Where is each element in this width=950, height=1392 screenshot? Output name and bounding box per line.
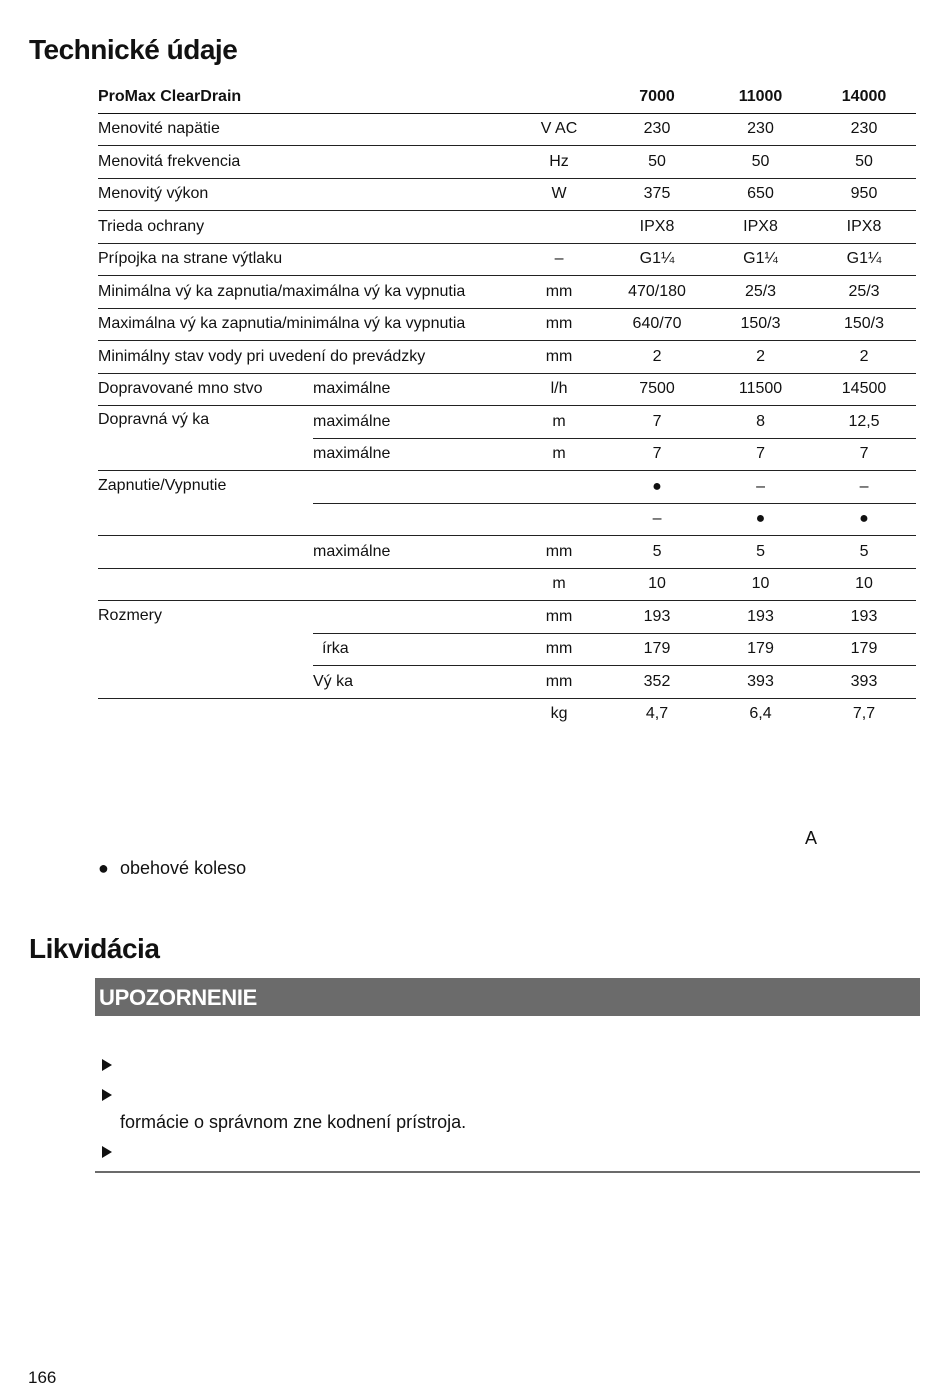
row-sublabel: maximálne — [313, 406, 513, 439]
row-value: 5 — [709, 536, 812, 569]
table-row — [98, 406, 916, 439]
arrow-right-icon — [102, 1059, 112, 1071]
row-value: ● — [709, 503, 812, 536]
row-sublabel: maximálne — [313, 373, 513, 406]
row-value: 7 — [605, 406, 709, 439]
row-value: 6,4 — [749, 705, 772, 723]
table-row — [98, 471, 916, 504]
row-unit: mm — [513, 276, 605, 309]
row-sublabel: maximálne — [313, 536, 513, 569]
row-value: 179 — [709, 633, 812, 666]
row-value: 5 — [812, 536, 916, 569]
table-row — [98, 373, 916, 406]
row-value: IPX8 — [812, 211, 916, 244]
row-unit: m — [513, 406, 605, 439]
row-unit: Hz — [513, 146, 605, 179]
row-label: Rozmery — [98, 601, 313, 699]
row-value: 25/3 — [812, 276, 916, 309]
row-label: Zapnutie/Vypnutie — [98, 471, 313, 536]
row-value: IPX8 — [605, 211, 709, 244]
row-label — [98, 568, 313, 601]
row-value: 7 — [605, 438, 709, 471]
row-sublabel — [313, 601, 513, 634]
row-value: 2 — [605, 341, 709, 374]
row-value: 7 — [709, 438, 812, 471]
row-value: G1¼ — [812, 243, 916, 276]
row-value: 7500 — [605, 373, 709, 406]
row-value: 150/3 — [709, 308, 812, 341]
table-row — [98, 341, 916, 374]
row-value: 393 — [812, 666, 916, 699]
figure-marker: A — [805, 828, 818, 848]
row-unit: mm — [513, 308, 605, 341]
row-value: 375 — [605, 178, 709, 211]
row-unit: m — [513, 568, 605, 601]
row-unit: m — [513, 438, 605, 471]
table-row — [98, 601, 916, 634]
row-value: 10 — [605, 568, 709, 601]
row-value: ● — [812, 503, 916, 536]
table-row — [98, 308, 916, 341]
row-sublabel — [313, 503, 513, 536]
divider — [95, 1171, 920, 1173]
row-value: – — [812, 471, 916, 504]
row-value: 50 — [812, 146, 916, 179]
row-sublabel — [313, 568, 513, 601]
row-unit: mm — [513, 341, 605, 374]
bullet-icon: ● — [98, 858, 109, 878]
model-header: 7000 — [605, 81, 709, 113]
row-label: Trieda ochrany — [98, 211, 513, 244]
row-value: 650 — [709, 178, 812, 211]
page-number: 166 — [28, 1368, 57, 1387]
table-row — [98, 536, 916, 569]
row-value: 50 — [605, 146, 709, 179]
row-value: 179 — [812, 633, 916, 666]
row-value: 150/3 — [812, 308, 916, 341]
page-title: Technické údaje — [29, 34, 238, 65]
arrow-right-icon — [102, 1089, 112, 1101]
row-unit: mm — [513, 536, 605, 569]
row-label: Minimálna vý ka zapnutia/maximálna vý ka vypnutia — [98, 276, 513, 309]
row-value: G1¼ — [605, 243, 709, 276]
warning-banner — [95, 978, 920, 1016]
table-row — [98, 146, 916, 179]
row-value: 193 — [605, 601, 709, 634]
row-label: Dopravované mno stvo — [98, 373, 313, 406]
row-value: 352 — [605, 666, 709, 699]
row-value: 11500 — [709, 373, 812, 406]
model-header: 11000 — [709, 81, 812, 113]
row-unit: mm — [513, 666, 605, 699]
row-value: 950 — [812, 178, 916, 211]
table-row — [98, 211, 916, 244]
table-row — [98, 113, 916, 146]
row-value: 10 — [709, 568, 812, 601]
row-sublabel: Vý ka — [313, 666, 513, 699]
row-value: 10 — [812, 568, 916, 601]
row-unit: mm — [513, 633, 605, 666]
list-item — [98, 858, 246, 879]
row-label: Prípojka na strane výtlaku — [98, 243, 513, 276]
table-row — [98, 568, 916, 601]
row-label: Dopravná vý ka — [98, 406, 313, 471]
row-label: Menovité napätie — [98, 113, 513, 146]
row-value: 193 — [812, 601, 916, 634]
row-value: 640/70 — [605, 308, 709, 341]
bullet-text: obehové koleso — [120, 858, 247, 878]
arrow-right-icon — [102, 1146, 112, 1158]
row-value: 8 — [709, 406, 812, 439]
row-value: 4,7 — [645, 705, 669, 723]
warning-text: formácie o správnom zne kodnení prístroja. — [120, 1112, 467, 1132]
row-unit — [513, 503, 605, 536]
row-label — [98, 698, 313, 730]
row-value: 470/180 — [605, 276, 709, 309]
row-value: 193 — [709, 601, 812, 634]
row-unit — [513, 211, 605, 244]
row-value: 230 — [605, 113, 709, 146]
row-sublabel: maximálne — [313, 438, 513, 471]
technical-data-table — [98, 81, 916, 730]
row-sublabel — [313, 698, 513, 730]
row-value: 12,5 — [812, 406, 916, 439]
row-value: – — [709, 471, 812, 504]
row-value: 7 — [812, 438, 916, 471]
row-sublabel: írka — [313, 633, 513, 666]
row-value: 230 — [709, 113, 812, 146]
table-row — [98, 178, 916, 211]
row-label: Menovitá frekvencia — [98, 146, 513, 179]
section-title: Likvidácia — [29, 933, 160, 964]
row-unit: V AC — [513, 113, 605, 146]
product-name: ProMax ClearDrain — [98, 81, 513, 113]
row-unit: mm — [513, 601, 605, 634]
row-value: 2 — [812, 341, 916, 374]
row-value: ● — [605, 471, 709, 504]
row-value: G1¼ — [709, 243, 812, 276]
row-label: Minimálny stav vody pri uvedení do prevádzky — [98, 341, 513, 374]
row-unit — [513, 471, 605, 504]
row-value: 7,7 — [852, 705, 876, 723]
table-row — [98, 276, 916, 309]
row-value: 50 — [709, 146, 812, 179]
row-value: IPX8 — [709, 211, 812, 244]
model-header: 14000 — [812, 81, 916, 113]
row-value: 393 — [709, 666, 812, 699]
table-row — [98, 698, 916, 730]
row-value: – — [605, 503, 709, 536]
row-unit: kg — [550, 705, 568, 723]
row-unit: l/h — [513, 373, 605, 406]
row-value: 2 — [709, 341, 812, 374]
row-label — [98, 536, 313, 569]
row-value: 14500 — [812, 373, 916, 406]
warning-heading: UPOZORNENIE — [99, 985, 258, 1010]
row-unit: W — [513, 178, 605, 211]
row-value: 5 — [605, 536, 709, 569]
row-label: Menovitý výkon — [98, 178, 513, 211]
table-row — [98, 243, 916, 276]
row-label: Maximálna vý ka zapnutia/minimálna vý ka vypnutia — [98, 308, 513, 341]
row-value: 230 — [812, 113, 916, 146]
table-header-row — [98, 81, 916, 113]
row-value: 25/3 — [709, 276, 812, 309]
row-sublabel — [313, 471, 513, 504]
row-value: 179 — [605, 633, 709, 666]
row-unit: – — [513, 243, 605, 276]
